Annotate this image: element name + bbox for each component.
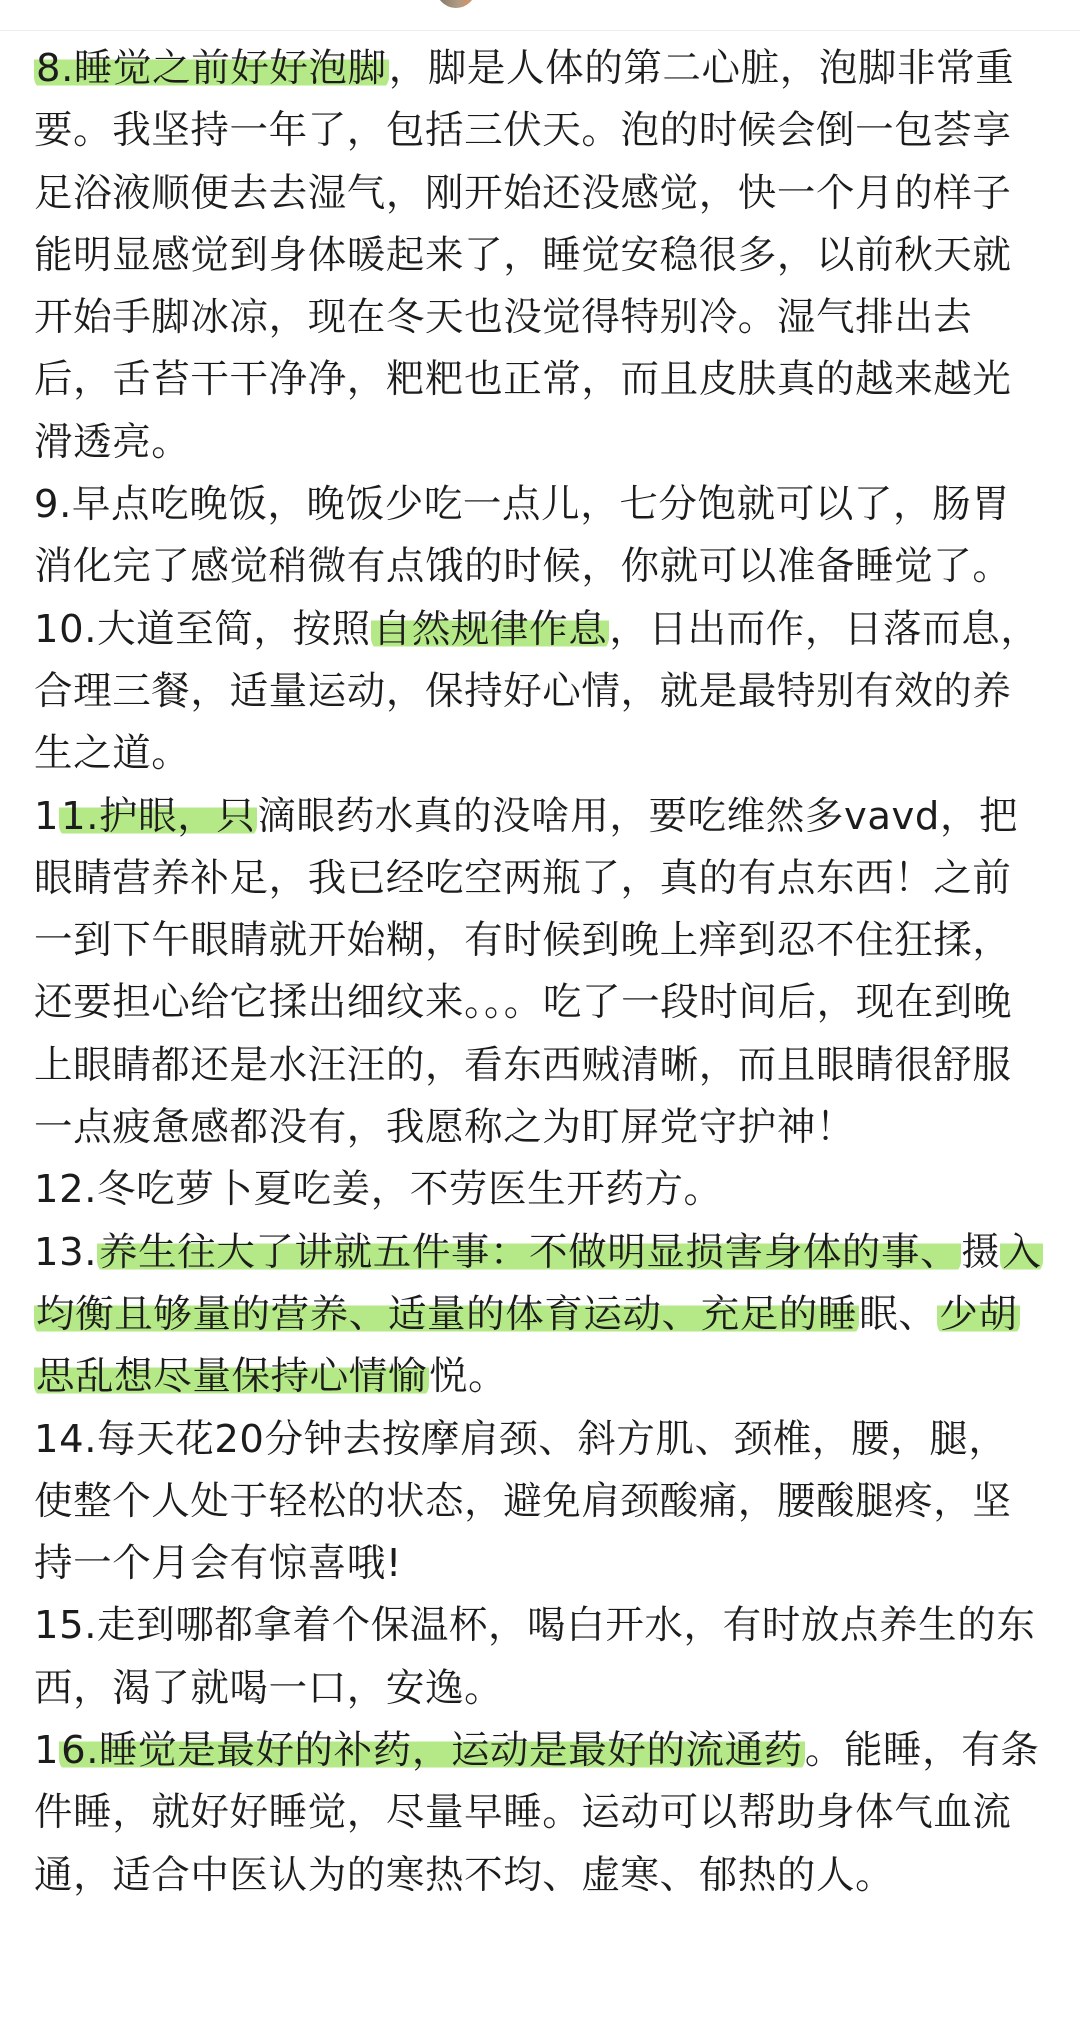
tip-highlight-3: 少胡思乱想尽量保持心情愉 xyxy=(36,1291,1018,1400)
tip-highlight: 自然规律作息 xyxy=(372,606,608,652)
tip-highlight: 养生往大了讲就五件事：不做明显损害身体的事、 xyxy=(99,1229,960,1275)
tip-10 xyxy=(34,599,1044,786)
tip-text-before: 1 xyxy=(34,1728,60,1774)
tip-text: 。能睡，有条件睡，就好好睡觉，尽量早睡。运动可以帮助身体气血流通，适合中医认为的寒热不均、虚寒、郁热的人。 xyxy=(34,1728,1040,1898)
tip-text-before: 1 xyxy=(34,793,60,839)
tip-highlight: 8.睡觉之前好好泡脚 xyxy=(36,46,387,91)
tip-13 xyxy=(34,1222,1044,1409)
tip-highlight: 1.护眼，只 xyxy=(61,793,256,839)
tip-8 xyxy=(34,38,1044,474)
tip-highlight-2: 入均衡且够量的营养、适量的体育运动、充足的睡 xyxy=(36,1229,1042,1337)
tip-text-before: 10.大道至简，按照 xyxy=(34,606,371,652)
tip-text: ，脚是人体的第二心脏，泡脚非常重要。我坚持一年了，包括三伏天。泡的时候会倒一包荟享足浴液顺便去去湿气，刚开始还没感觉，快一个月的样子能明显感觉到身体暖起来了，睡觉安稳很多，以前秋天就开始手脚冰凉，现在冬天也没觉得特别冷。湿气排出去后，舌苔干干净净，粑粑也正常，而且皮肤真的越来越光滑透亮。 xyxy=(34,46,1015,465)
tip-text: 15.走到哪都拿着个保温杯，喝白开水，有时放点养生的东西，渴了就喝一口，安逸。 xyxy=(34,1603,1036,1711)
article-body xyxy=(34,38,1044,1907)
avatar[interactable] xyxy=(436,0,476,8)
tip-text: 滴眼药水真的没啥用，要吃维然多vavd，把眼睛营养补足，我已经吃空两瓶了，真的有点东西！之前一到下午眼睛就开始糊，有时候到晚上痒到忍不住狂揉，还要担心给它揉出细纹来。。。吃了一段时间后，现在到晚上眼睛都还是水汪汪的，看东西贼清晰，而且眼睛很舒服一点疲惫感都没有，我愿称之为盯屏党守护神！ xyxy=(34,793,1019,1151)
tip-text: 9.早点吃晚饭，晚饭少吃一点儿，七分饱就可以了，肠胃消化完了感觉稍微有点饿的时候，你就可以准备睡觉了。 xyxy=(34,482,1012,590)
tip-text: 12.冬吃萝卜夏吃姜，不劳医生开药方。 xyxy=(34,1167,723,1213)
tip-15 xyxy=(34,1595,1044,1720)
tip-9 xyxy=(34,474,1044,599)
tip-highlight: 6.睡觉是最好的补药，运动是最好的流通药 xyxy=(61,1728,803,1774)
tip-16 xyxy=(34,1720,1044,1907)
tip-text-mid-2: 眠、 xyxy=(859,1291,938,1337)
tip-text-before: 13. xyxy=(34,1229,98,1275)
tip-12 xyxy=(34,1159,1044,1221)
tip-text: 14.每天花20分钟去按摩肩颈、斜方肌、颈椎，腰，腿，使整个人处于轻松的状态，避免肩颈酸痛，腰酸腿疼，坚持一个月会有惊喜哦! xyxy=(34,1416,1012,1587)
tip-text: ，日出而作，日落而息，合理三餐，适量运动，保持好心情，就是最特别有效的养生之道。 xyxy=(34,606,1040,777)
top-bar xyxy=(0,0,1080,31)
tip-11 xyxy=(34,786,1044,1160)
tip-text-mid: 摄 xyxy=(961,1229,1001,1275)
tip-text: 悦。 xyxy=(429,1354,508,1400)
tip-14 xyxy=(34,1409,1044,1596)
